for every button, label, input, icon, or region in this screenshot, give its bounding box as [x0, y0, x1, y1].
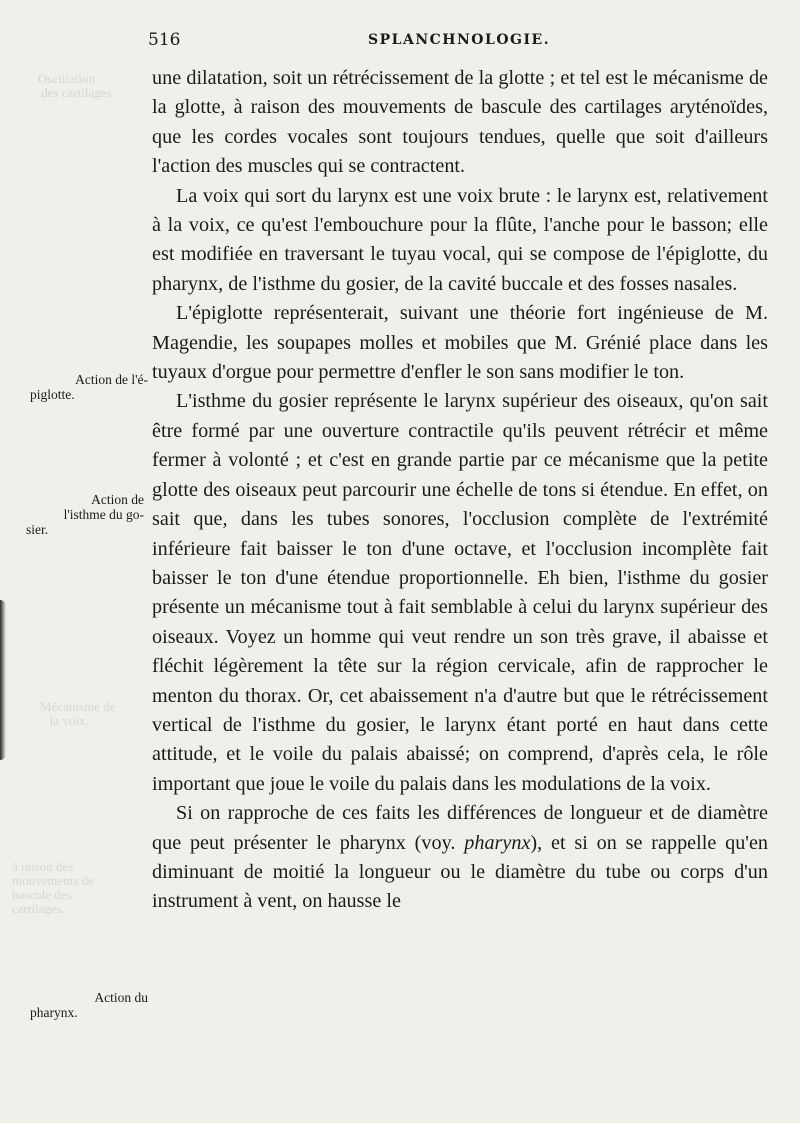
paragraph-pharynx — [152, 799, 768, 917]
bleed-through-text: à raison des mouvements de bascule des cartilages. — [12, 859, 94, 916]
bleed-through-text: Oscillation des cartilages. — [38, 71, 115, 100]
page-header — [0, 30, 800, 56]
body-text — [152, 64, 768, 917]
margin-note-line: Action de — [91, 492, 144, 507]
paragraph-isthme: L'isthme du gosier représente le larynx supérieur des oiseaux, qu'on sait être formé par une ouverture contractile qu'ils peuvent rétrécir et même fermer à volonté ; et c'est en grande partie par ce mécanisme que la petite glotte des oiseaux peut parcourir une échelle de tons si étendue. En effet, on sait que, dans les tubes sonores, l'occlusion complète de l'extrémité inférieure fait baisser le ton d'une octave, et l'occlusion incomplète fait baisser le ton d'une étendue proportionnelle. Eh bien, l'isthme du gosier présente un mécanisme tout à fait semblable à celui du larynx supérieur des oiseaux. Voyez un homme qui veut rendre un son très grave, il abaisse et fléchit légèrement la tête sur la région cervicale, afin de rapprocher le menton du thorax. Or, cet abaissement n'a d'autre but que le rétrécissement vertical de l'isthme du gosier, le larynx étant porté en haut dans cette attitude, et le voile du palais abaissé; on comprend, d'après cela, le rôle important que joue le voile du palais dans les modulations de la voix. — [152, 390, 768, 795]
bleed-through-text: Mécanisme de la voix. — [40, 699, 116, 728]
paragraph-pharynx-text: Si on rapproche de ces faits les différences de longueur et de diamètre que peut présenter le pharynx (voy. — [152, 802, 768, 854]
italic-term: pharynx — [464, 831, 531, 854]
margin-note-line: piglotte. — [30, 387, 75, 402]
margin-note-epiglotte — [30, 372, 148, 402]
margin-note-isthme — [26, 492, 144, 537]
paragraph-continued: une dilatation, soit un rétrécissement de la glotte ; et tel est le mécanisme de la glotte, à raison des mouvements de bascule des cartilages aryténoïdes, que les cordes vocales sont toujours tendues, quelle que soit d'ailleurs l'action des muscles qui se contractent. — [152, 67, 768, 178]
margin-note-line: Action du — [94, 990, 148, 1005]
margin-note-line: sier. — [26, 522, 49, 537]
margin-note-pharynx — [30, 990, 148, 1020]
page-number: 516 — [148, 30, 181, 50]
running-head: SPLANCHNOLOGIE. — [368, 32, 551, 48]
paragraph-epiglotte: L'épiglotte représenterait, suivant une théorie fort ingénieuse de M. Magendie, les soupapes molles et mobiles que M. Grénié place dans les tuyaux d'orgue pour permettre d'enfler le son sans modifier le ton. — [152, 302, 768, 384]
margin-note-line: Action de l'é- — [75, 372, 148, 387]
margin-note-line: pharynx. — [30, 1005, 78, 1020]
margin-note-line: l'isthme du go- — [63, 507, 144, 522]
binding-shadow — [0, 600, 6, 760]
paragraph-voix-brute: La voix qui sort du larynx est une voix brute : le larynx est, relativement à la voix, ce qu'est l'embouchure pour la flûte, l'anche pour le basson; elle est modifiée en traversant le tuyau vocal, qui se compose de l'épiglotte, du pharynx, de l'isthme du gosier, de la cavité buccale et des fosses nasales. — [152, 184, 768, 295]
paragraph-pharynx-text-end: ), et si on se rappelle qu'en diminuant de moitié la longueur ou le diamètre du tube ou corps d'un instrument à vent, on hausse le — [152, 831, 768, 913]
